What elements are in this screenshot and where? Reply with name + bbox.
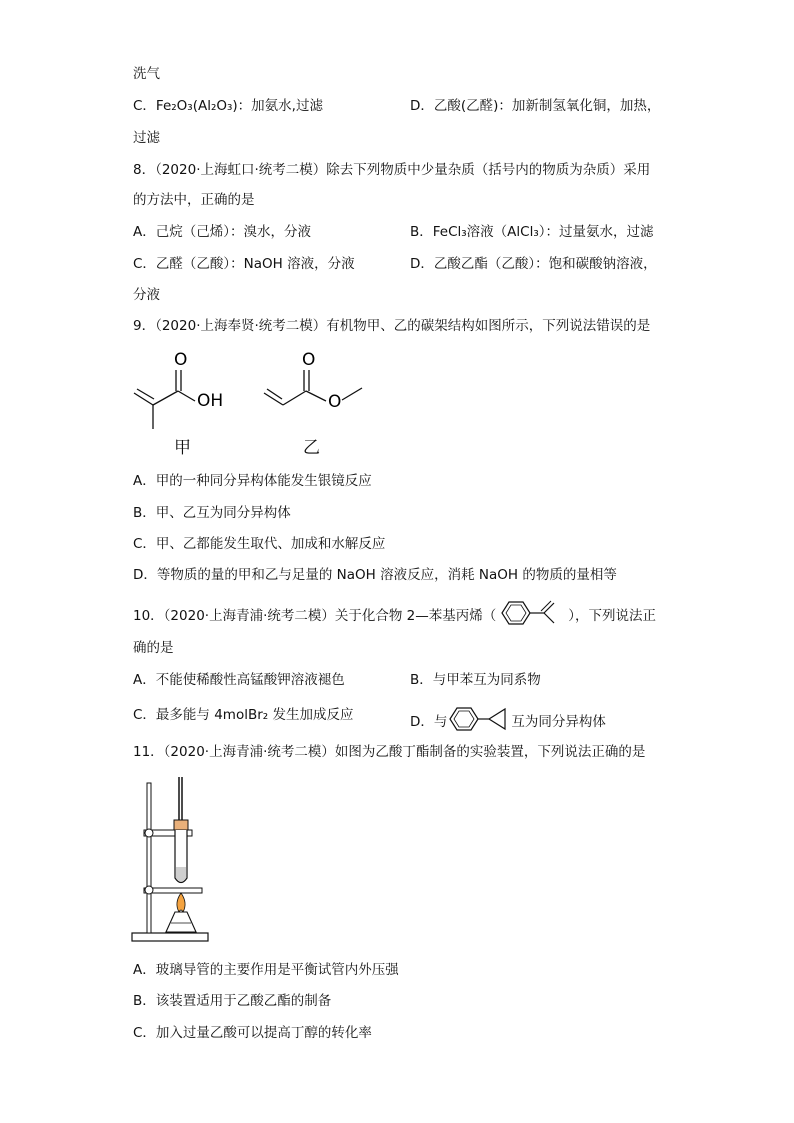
q7-option-d: D．乙酸(乙醛)：加新制氢氧化铜，加热， xyxy=(410,98,661,114)
q10-option-d-part1: D．与 xyxy=(410,714,448,730)
ester-oxygen-label: O xyxy=(328,392,342,412)
q8-option-b: B．FeCl₃溶液（AlCl₃）：过量氨水，过滤 xyxy=(410,224,654,240)
q10-stem-part1: 10．（2020·上海青浦·统考二模）关于化合物 2—苯基丙烯（ xyxy=(133,608,497,624)
q8-stem: 8．（2020·上海虹口·统考二模）除去下列物质中少量杂质（括号内的物质为杂质）采用 xyxy=(133,162,651,178)
molecule-yi-label: 乙 xyxy=(303,438,320,458)
oxygen-label: O xyxy=(174,350,188,370)
text-line: 过滤 xyxy=(133,130,160,146)
q9-option-b: B．甲、乙互为同分异构体 xyxy=(133,505,291,521)
q8-option-a: A．己烷（己烯）：溴水，分液 xyxy=(133,224,311,240)
phenylcyclopropane-structure xyxy=(447,706,511,732)
molecule-jia-label: 甲 xyxy=(174,438,191,458)
hydroxyl-label: OH xyxy=(197,391,224,411)
q11-option-c: C．加入过量乙酸可以提高丁醇的转化率 xyxy=(133,1025,372,1041)
molecule-yi-figure xyxy=(258,345,388,415)
q10-stem xyxy=(133,600,656,626)
q10-stem-cont: 确的是 xyxy=(133,640,174,656)
q10-option-b: B．与甲苯互为同系物 xyxy=(410,672,541,688)
q11-option-b: B．该装置适用于乙酸乙酯的制备 xyxy=(133,993,332,1009)
apparatus-figure xyxy=(130,775,215,945)
q8-option-d: D．乙酸乙酯（乙酸）：饱和碳酸钠溶液， xyxy=(410,256,657,272)
q11-option-a: A．玻璃导管的主要作用是平衡试管内外压强 xyxy=(133,962,399,978)
oxygen-label: O xyxy=(302,350,316,370)
q10-option-d xyxy=(410,706,606,732)
q11-stem: 11．（2020·上海青浦·统考二模）如图为乙酸丁酯制备的实验装置，下列说法正确的是 xyxy=(133,744,646,760)
q10-stem-part2: ），下列说法正 xyxy=(568,608,656,624)
q8-stem-cont: 的方法中，正确的是 xyxy=(133,192,255,208)
q9-stem: 9．（2020·上海奉贤·统考二模）有机物甲、乙的碳架结构如图所示，下列说法错误的是 xyxy=(133,318,651,334)
q9-option-c: C．甲、乙都能发生取代、加成和水解反应 xyxy=(133,536,386,552)
q10-option-c: C．最多能与 4molBr₂ 发生加成反应 xyxy=(133,707,354,723)
q7-option-c: C．Fe₂O₃(Al₂O₃)：加氨水,过滤 xyxy=(133,98,323,114)
q10-option-a: A．不能使稀酸性高锰酸钾溶液褪色 xyxy=(133,672,345,688)
molecule-jia-figure xyxy=(130,345,240,435)
text-line: 洗气 xyxy=(133,66,160,82)
q9-option-a: A．甲的一种同分异构体能发生银镜反应 xyxy=(133,473,372,489)
q10-option-d-part2: 互为同分异构体 xyxy=(511,714,606,730)
q9-option-d: D．等物质的量的甲和乙与足量的 NaOH 溶液反应，消耗 NaOH 的物质的量相等 xyxy=(133,567,617,583)
2-phenylpropene-structure xyxy=(496,600,568,626)
q8-option-d-cont: 分液 xyxy=(133,287,160,303)
q8-option-c: C．乙醛（乙酸）：NaOH 溶液，分液 xyxy=(133,256,355,272)
